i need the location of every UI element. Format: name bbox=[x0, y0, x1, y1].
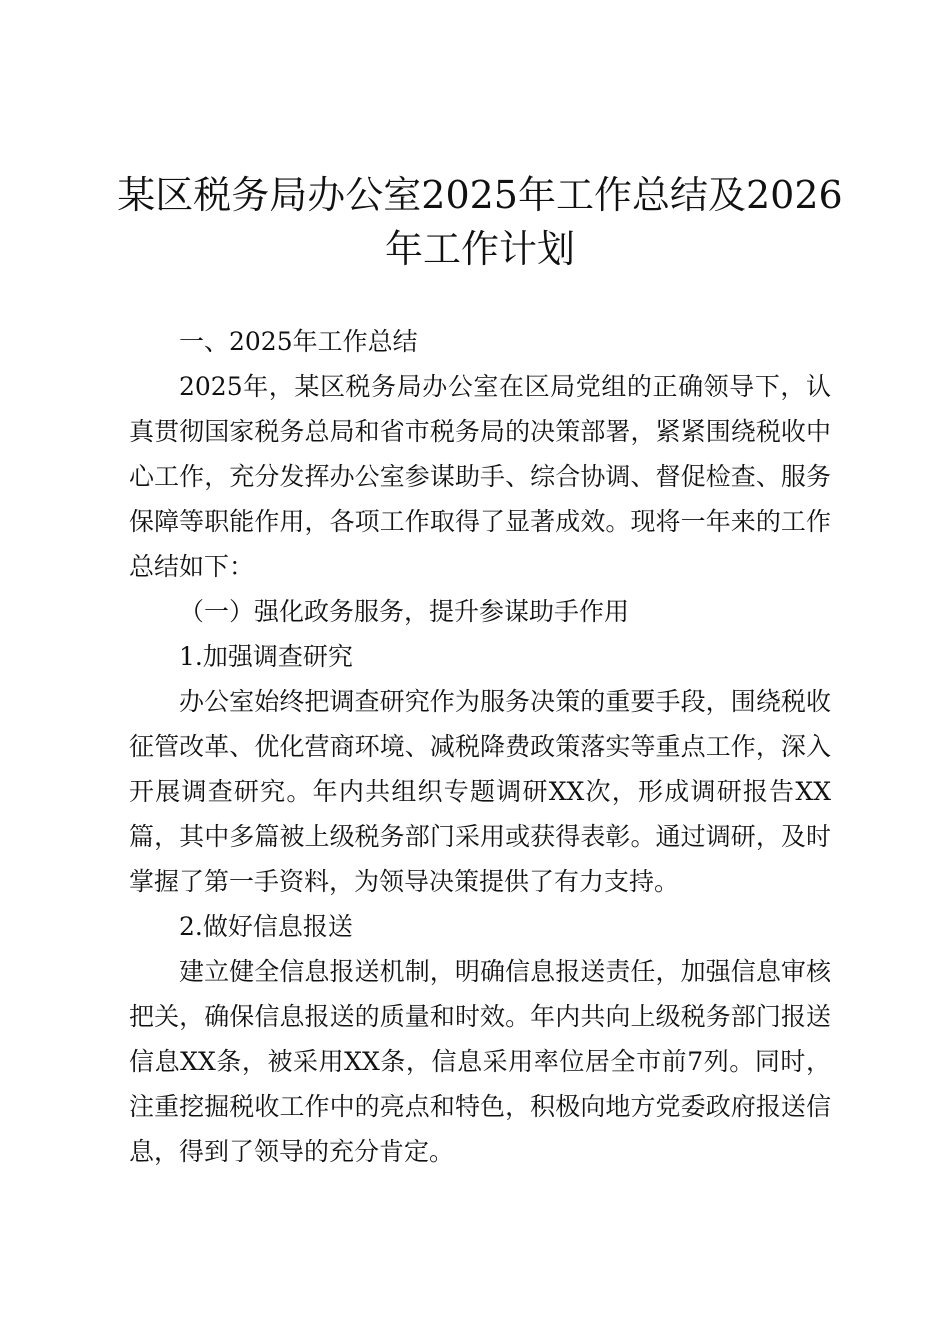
item-heading: 2.做好信息报送 bbox=[179, 912, 353, 941]
item-paragraph: 建立健全信息报送机制，明确信息报送责任，加强信息审核把关，确保信息报送的质量和时效。年内共向上级税务部门报送信息XX条，被采用XX条，信息采用率位居全市前7列。同时，注重挖掘税收工作中的亮点和特色，积极向地方党委政府报送信息，得到了领导的充分肯定。 bbox=[129, 957, 831, 1166]
document-title: 某区税务局办公室2025年工作总结及2026年工作计划 bbox=[117, 173, 843, 271]
document-body bbox=[129, 319, 831, 1174]
section-heading: 一、2025年工作总结 bbox=[179, 327, 418, 356]
item-paragraph: 办公室始终把调查研究作为服务决策的重要手段，围绕税收征管改革、优化营商环境、减税降费政策落实等重点工作，深入开展调查研究。年内共组织专题调研XX次，形成调研报告XX篇，其中多篇被上级税务部门采用或获得表彰。通过调研，及时掌握了第一手资料，为领导决策提供了有力支持。 bbox=[129, 687, 831, 896]
item-heading: 1.加强调查研究 bbox=[179, 642, 353, 671]
subsection-heading: （一）强化政务服务，提升参谋助手作用 bbox=[179, 597, 630, 626]
intro-paragraph: 2025年，某区税务局办公室在区局党组的正确领导下，认真贯彻国家税务总局和省市税务局的决策部署，紧紧围绕税收中心工作，充分发挥办公室参谋助手、综合协调、督促检查、服务保障等职能作用，各项工作取得了显著成效。现将一年来的工作总结如下： bbox=[129, 372, 831, 581]
